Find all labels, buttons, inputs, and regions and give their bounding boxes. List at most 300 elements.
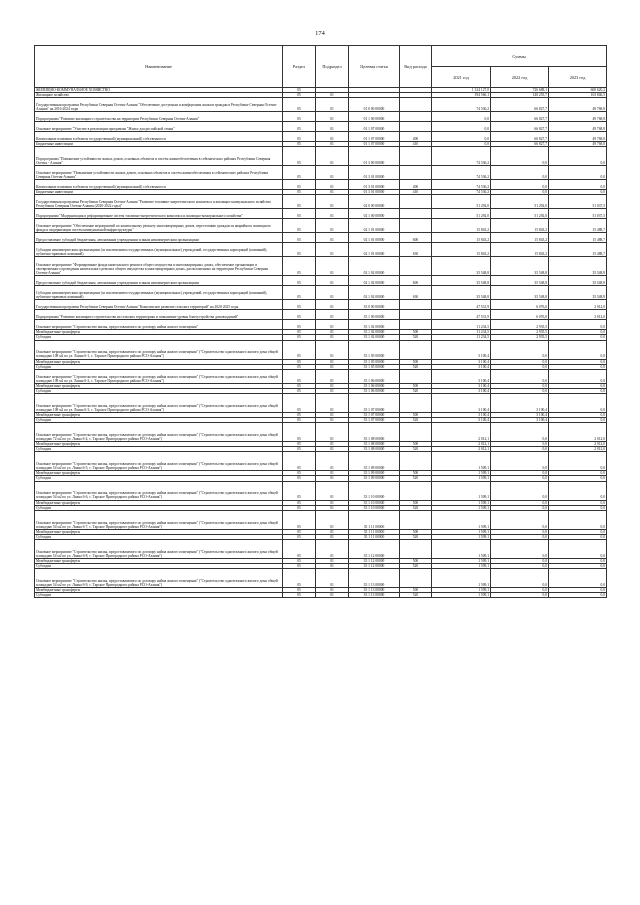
row-name: Основное мероприятие "Строительство жилья, предоставляемого по договору найма жилого помещения" ("Строительство одноэтажного жилого дома общей площадью 54 м2 по ул. Лиана 6-5, с. Тарское Пригородного района РСО-Алания") [35,452,283,471]
row-name: Межбюджетные трансферты [35,558,283,563]
header-name: Наименование [35,46,283,88]
row-target: 35 1 09 00000 [349,471,400,476]
row-name: Основное мероприятие "Обеспечение мероприятий по капитальному ремонту многоквартирных домов, переселению граждан из аварийного жилищного фонда и модернизации систем коммунальной инфраструктуры" [35,219,283,233]
table-row [35,132,607,142]
row-sum-2021: 1 509,1 [432,539,491,558]
row-exp-type: 400 [400,132,432,142]
row-sum-2022: 140 255,7 [491,93,549,98]
row-sum-2022: 0,0 [491,569,549,588]
row-section: 05 [283,219,316,233]
row-sum-2021: 1 509,1 [432,476,491,481]
row-exp-type: 520 [400,505,432,510]
row-sum-2023: 0,0 [549,166,607,180]
row-exp-type: 520 [400,476,432,481]
row-subsection: 01 [316,142,349,147]
row-exp-type [400,112,432,122]
table-row [35,300,607,310]
table-row [35,593,607,598]
row-section: 05 [283,209,316,219]
row-target: 02 0 00 00000 [349,195,400,209]
row-target: 02 1 01 00000 [349,243,400,257]
row-sum-2023: 2 012,0 [549,447,607,452]
row-sum-2023: 0,0 [549,481,607,500]
row-sum-2021: 2 012,1 [432,423,491,442]
row-sum-2021: 3 100,4 [432,359,491,364]
row-sum-2022: 0,0 [491,588,549,593]
row-target: 35 1 07 00000 [349,418,400,423]
row-name: Межбюджетные трансферты [35,471,283,476]
row-sum-2022: 15 843,2 [491,233,549,243]
row-sum-2021: 1 509,1 [432,510,491,529]
table-row [35,209,607,219]
row-target: 35 1 13 00000 [349,593,400,598]
row-subsection: 01 [316,112,349,122]
row-exp-type [400,369,432,383]
row-sum-2022: 15 843,2 [491,243,549,257]
row-exp-type: 410 [400,142,432,147]
row-name: Бюджетные инвестиции [35,190,283,195]
row-exp-type [400,300,432,310]
row-name: Межбюджетные трансферты [35,588,283,593]
row-sum-2021: 1 509,1 [432,593,491,598]
row-section: 05 [283,286,316,300]
row-section: 05 [283,320,316,330]
row-exp-type [400,393,432,412]
row-name: Основное мероприятие "Строительство жилья, предоставляемого по договору найма жилого помещения" ("Строительство одноэтажного жилого дома общей площадью 54 м2 по ул. Лиана 6-6, с. Тарское Пригородного района РСО-Алания") [35,481,283,500]
row-name: Государственная программа Республики Северная Осетия-Алания "Развитие топливно-энергетического комплекса и жилищно-коммунального хозяйства Республики Северная Осетия-Алания (2020-2022 годы)" [35,195,283,209]
row-section: 05 [283,166,316,180]
row-exp-type [400,423,432,442]
row-section: 05 [283,447,316,452]
row-target: 35 1 13 00000 [349,569,400,588]
row-subsection: 01 [316,310,349,320]
row-name: Субсидии [35,447,283,452]
row-exp-type: 600 [400,276,432,286]
row-name: Межбюджетные трансферты [35,383,283,388]
table-row [35,112,607,122]
row-subsection: 01 [316,452,349,471]
row-target: 01 1 07 00000 [349,122,400,132]
row-section: 05 [283,93,316,98]
row-name: Жилищное хозяйство [35,93,283,98]
row-sum-2021: 51 292,0 [432,195,491,209]
row-sum-2021: 0,0 [432,112,491,122]
row-exp-type: 500 [400,471,432,476]
row-sum-2023: 49 768,8 [549,112,607,122]
row-target: 01 3 00 00000 [349,147,400,166]
row-name: Субсидии некоммерческим организациям (за исключением государственных (муниципальных) учреждений, государственных корпораций (компаний), публично-правовых компаний) [35,286,283,300]
row-sum-2023: 0,0 [549,476,607,481]
row-sum-2022: 66 827,7 [491,142,549,147]
row-subsection: 01 [316,257,349,276]
row-exp-type [400,320,432,330]
row-name: Субсидии некоммерческим организациям (за исключением государственных (муниципальных) учреждений, государственных корпораций (компаний), публично-правовых компаний) [35,243,283,257]
row-sum-2021: 1 509,1 [432,569,491,588]
row-sum-2023: 0,0 [549,563,607,568]
row-sum-2021: 0,0 [432,142,491,147]
row-subsection: 01 [316,98,349,112]
row-subsection: 01 [316,412,349,417]
row-sum-2021: 3 100,4 [432,412,491,417]
table-row [35,452,607,471]
row-exp-type: 520 [400,335,432,340]
row-section: 05 [283,569,316,588]
row-exp-type: 500 [400,500,432,505]
table-row [35,122,607,132]
row-name: Основное мероприятие "Строительство жилья, предоставляемого по договору найма жилого помещения" ("Строительство одноэтажного жилого дома общей площадью 108 м2 по ул. Лиана 6-2, с. Тарское Пригородного района РСО-Алания") [35,369,283,383]
row-sum-2021: 1 509,1 [432,529,491,534]
row-name: Межбюджетные трансферты [35,500,283,505]
row-exp-type [400,122,432,132]
row-sum-2023: 49 768,8 [549,98,607,112]
row-sum-2021: 11 234,5 [432,335,491,340]
row-section: 05 [283,418,316,423]
row-name: Подпрограмма "Развитие жилищного строительства на сельских территориях и повышение уровня благоустройства домовладений" [35,310,283,320]
row-sum-2023: 600 620,2 [549,88,607,93]
row-sum-2023: 49 768,8 [549,142,607,147]
table-body [35,88,607,598]
row-exp-type [400,539,432,558]
row-exp-type [400,166,432,180]
row-exp-type [400,209,432,219]
row-section: 05 [283,335,316,340]
row-sum-2023: 0,0 [549,180,607,190]
row-sum-2021: 35 548,8 [432,286,491,300]
row-exp-type: 500 [400,359,432,364]
row-target: 35 1 06 00000 [349,383,400,388]
row-name: Основное мероприятие "Строительство жилья, предоставляемого по договору найма жилого помещения" ("Строительство одноэтажного жилого дома общей площадью 54 м2 по ул. Лиана 6-9, с. Тарское Пригородного района РСО-Алания") [35,569,283,588]
row-sum-2022: 6 076,0 [491,300,549,310]
row-exp-type: 520 [400,364,432,369]
table-row [35,286,607,300]
row-sum-2021: 3 100,4 [432,393,491,412]
row-sum-2022: 0,0 [491,147,549,166]
row-sum-2023: 0,0 [549,569,607,588]
row-sum-2021: 3 100,4 [432,388,491,393]
row-sum-2022: 2 935,5 [491,330,549,335]
row-name: Межбюджетные трансферты [35,529,283,534]
row-subsection: 01 [316,190,349,195]
table-row [35,166,607,180]
row-sum-2021: 1 509,1 [432,588,491,593]
row-section: 05 [283,233,316,243]
row-subsection: 01 [316,340,349,359]
row-subsection: 01 [316,93,349,98]
row-sum-2021: 2 012,1 [432,447,491,452]
row-sum-2022: 51 292,0 [491,209,549,219]
row-section: 05 [283,180,316,190]
row-name: Субсидии [35,476,283,481]
row-section: 05 [283,563,316,568]
row-target: 02 1 02 00000 [349,286,400,300]
table-row [35,369,607,383]
row-sum-2022: 0,0 [491,359,549,364]
table-row [35,393,607,412]
row-sum-2021: 74 536,2 [432,98,491,112]
table-row [35,219,607,233]
row-subsection: 01 [316,481,349,500]
row-target: 35 1 02 00000 [349,330,400,335]
row-sum-2022: 0,0 [491,529,549,534]
row-section: 05 [283,300,316,310]
row-name: Предоставление субсидий бюджетным, автономным учреждениям и иным некоммерческим организациям [35,276,283,286]
row-exp-type: 600 [400,233,432,243]
row-exp-type: 500 [400,558,432,563]
row-name: Субсидии [35,593,283,598]
row-sum-2023: 0,0 [549,534,607,539]
row-target: 35 1 07 00000 [349,393,400,412]
row-sum-2021: 74 536,2 [432,147,491,166]
header-subsection: Подраздел [316,46,349,88]
row-target: 35 1 09 00000 [349,476,400,481]
row-name: Основное мероприятие "Строительство жилья, предоставляемого по договору найма жилого помещения" ("Строительство одноэтажного жилого дома общей площадью 54 м2 по ул. Лиана 6-8, с. Тарское Пригородного района РСО-Алания") [35,539,283,558]
row-subsection: 01 [316,388,349,393]
row-section: 05 [283,471,316,476]
row-section: 05 [283,442,316,447]
row-subsection: 01 [316,423,349,442]
row-sum-2022: 0,0 [491,442,549,447]
row-sum-2022: 15 843,2 [491,219,549,233]
row-exp-type: 500 [400,383,432,388]
row-subsection: 01 [316,510,349,529]
row-target: 35 1 10 00000 [349,500,400,505]
row-sum-2023: 0,0 [549,335,607,340]
row-sum-2022: 0,0 [491,388,549,393]
row-name: Бюджетные инвестиции [35,142,283,147]
row-sum-2022: 66 827,7 [491,122,549,132]
row-sum-2023: 0,0 [549,588,607,593]
row-name: Субсидии [35,418,283,423]
row-sum-2021: 3 100,4 [432,418,491,423]
row-sum-2022: 0,0 [491,383,549,388]
row-subsection: 01 [316,335,349,340]
table-row [35,257,607,276]
row-subsection: 01 [316,539,349,558]
row-subsection: 01 [316,393,349,412]
row-section: 05 [283,558,316,563]
row-sum-2022: 0,0 [491,510,549,529]
row-sum-2021: 1 509,1 [432,505,491,510]
table-row [35,340,607,359]
row-sum-2022: 3 100,4 [491,418,549,423]
row-target: 35 1 11 00000 [349,529,400,534]
row-sum-2022: 0,0 [491,166,549,180]
row-section: 05 [283,195,316,209]
row-sum-2023: 0,0 [549,500,607,505]
row-sum-2022: 35 548,8 [491,257,549,276]
row-sum-2023: 0,0 [549,147,607,166]
row-section: 05 [283,98,316,112]
row-section: 05 [283,132,316,142]
row-subsection: 01 [316,369,349,383]
row-sum-2021: 1 509,1 [432,558,491,563]
row-section: 05 [283,588,316,593]
row-sum-2022: 0,0 [491,539,549,558]
row-sum-2021: 15 843,2 [432,233,491,243]
budget-table [34,45,607,598]
row-sum-2023: 0,0 [549,471,607,476]
row-exp-type: 500 [400,529,432,534]
row-sum-2021: 74 536,2 [432,190,491,195]
table-row [35,423,607,442]
row-sum-2023: 0,0 [549,190,607,195]
row-sum-2023: 2 012,0 [549,310,607,320]
row-sum-2022: 0,0 [491,423,549,442]
table-row [35,320,607,330]
row-target: 35 1 12 00000 [349,539,400,558]
row-sum-2023: 0,0 [549,330,607,335]
row-target: 35 1 11 00000 [349,534,400,539]
row-section: 05 [283,257,316,276]
row-section: 05 [283,364,316,369]
row-sum-2021: 15 843,2 [432,243,491,257]
row-subsection: 01 [316,243,349,257]
row-subsection: 01 [316,442,349,447]
row-target: 02 1 02 00000 [349,276,400,286]
row-exp-type [400,219,432,233]
row-subsection: 01 [316,276,349,286]
table-row [35,98,607,112]
row-subsection: 01 [316,563,349,568]
row-subsection: 01 [316,233,349,243]
header-sums: Суммы [432,46,607,67]
row-subsection: 01 [316,209,349,219]
row-section: 05 [283,276,316,286]
row-name: Капитальные вложения в объекты государственной (муниципальной) собственности [35,132,283,142]
row-sum-2022: 0,0 [491,190,549,195]
row-target: 35 1 08 00000 [349,447,400,452]
row-sum-2023: 0,0 [549,418,607,423]
row-sum-2021: 15 843,2 [432,219,491,233]
row-sum-2022: 51 292,0 [491,195,549,209]
row-target: 01 3 01 00000 [349,190,400,195]
row-target: 01 1 07 00000 [349,142,400,147]
row-sum-2023: 0,0 [549,393,607,412]
row-sum-2022: 3 100,4 [491,412,549,417]
row-name: Субсидии [35,505,283,510]
row-target: 35 1 12 00000 [349,563,400,568]
row-target: 35 1 02 00000 [349,335,400,340]
row-sum-2023: 0,0 [549,320,607,330]
row-sum-2023: 35 548,8 [549,276,607,286]
row-subsection: 01 [316,286,349,300]
row-name: Субсидии [35,388,283,393]
row-sum-2023: 15 488,7 [549,219,607,233]
row-section: 05 [283,423,316,442]
row-sum-2023: 2 012,0 [549,442,607,447]
row-exp-type: 520 [400,447,432,452]
row-target: 35 1 11 00000 [349,510,400,529]
row-name: ЖИЛИЩНО-КОММУНАЛЬНОЕ ХОЗЯЙСТВО [35,88,283,93]
row-exp-type [400,510,432,529]
row-sum-2021: 74 536,2 [432,180,491,190]
row-sum-2022: 0,0 [491,476,549,481]
row-sum-2021: 47 531,9 [432,300,491,310]
row-sum-2021: 3 100,4 [432,369,491,383]
row-sum-2022: 0,0 [491,534,549,539]
row-exp-type: 630 [400,243,432,257]
row-exp-type: 500 [400,588,432,593]
row-sum-2022: 0,0 [491,558,549,563]
row-section: 05 [283,529,316,534]
row-sum-2022: 0,0 [491,481,549,500]
row-sum-2022: 0,0 [491,452,549,471]
table-row [35,180,607,190]
row-sum-2021: 3 100,4 [432,383,491,388]
row-subsection: 01 [316,300,349,310]
table-row [35,310,607,320]
table-row [35,539,607,558]
row-sum-2022: 0,0 [491,369,549,383]
row-section: 05 [283,142,316,147]
row-sum-2023: 0,0 [549,369,607,383]
row-sum-2022: 0,0 [491,364,549,369]
row-section: 05 [283,510,316,529]
row-name: Подпрограмма "Развитие жилищного строительства на территории Республики Северная Осетия-Алания" [35,112,283,122]
row-subsection: 01 [316,505,349,510]
row-target: 35 1 06 00000 [349,369,400,383]
row-sum-2023: 0,0 [549,388,607,393]
row-target: 35 1 13 00000 [349,588,400,593]
row-sum-2021: 11 234,5 [432,320,491,330]
row-exp-type: 520 [400,388,432,393]
row-sum-2022: 0,0 [491,180,549,190]
row-name: Основное мероприятие "Формирование фонда капитального ремонта общего имущества в многоквартирных домах, обеспечение организации и своевременного проведения капитального ремонта общего имущества в многоквартирных домах, расположенных на территории Республики Северная Осетия-Алания" [35,257,283,276]
row-sum-2023: 0,0 [549,340,607,359]
row-sum-2021: 0,0 [432,132,491,142]
row-name: Межбюджетные трансферты [35,442,283,447]
row-subsection: 01 [316,588,349,593]
row-target: 35 1 08 00000 [349,423,400,442]
row-section: 05 [283,393,316,412]
row-subsection: 01 [316,471,349,476]
table-row [35,569,607,588]
row-sum-2023: 35 548,8 [549,286,607,300]
row-section: 05 [283,369,316,383]
row-name: Государственная программа Республики Северная Осетия-Алания "Обеспечение доступным и комфортным жильем граждан в Республике Северная Осетия-Алания" на 2016-2024 годы [35,98,283,112]
row-sum-2022: 0,0 [491,447,549,452]
row-sum-2023: 0,0 [549,558,607,563]
row-sum-2023: 0,0 [549,383,607,388]
row-name: Субсидии [35,534,283,539]
row-target: 35 1 06 00000 [349,388,400,393]
row-section: 05 [283,310,316,320]
row-sum-2023: 35 548,8 [549,257,607,276]
row-target: 35 1 08 00000 [349,442,400,447]
row-subsection: 01 [316,418,349,423]
row-subsection: 01 [316,383,349,388]
row-sum-2021: 51 292,0 [432,209,491,219]
row-subsection: 01 [316,320,349,330]
row-sum-2021: 74 536,2 [432,166,491,180]
page-number: 174 [315,30,325,37]
row-section: 05 [283,500,316,505]
row-sum-2023: 2 012,0 [549,300,607,310]
row-subsection: 01 [316,180,349,190]
row-exp-type [400,452,432,471]
row-subsection: 01 [316,558,349,563]
row-sum-2023: 49 768,8 [549,122,607,132]
row-name: Государственная программа Республики Северная Осетия-Алания "Комплексное развитие сельских территорий" на 2020-2025 годы [35,300,283,310]
row-section: 05 [283,147,316,166]
row-subsection: 01 [316,447,349,452]
row-target: 35 1 00 00000 [349,310,400,320]
row-sum-2023: 0,0 [549,364,607,369]
row-exp-type [400,147,432,166]
row-sum-2021: 0,0 [432,122,491,132]
row-sum-2022: 0,0 [491,563,549,568]
row-subsection: 01 [316,219,349,233]
